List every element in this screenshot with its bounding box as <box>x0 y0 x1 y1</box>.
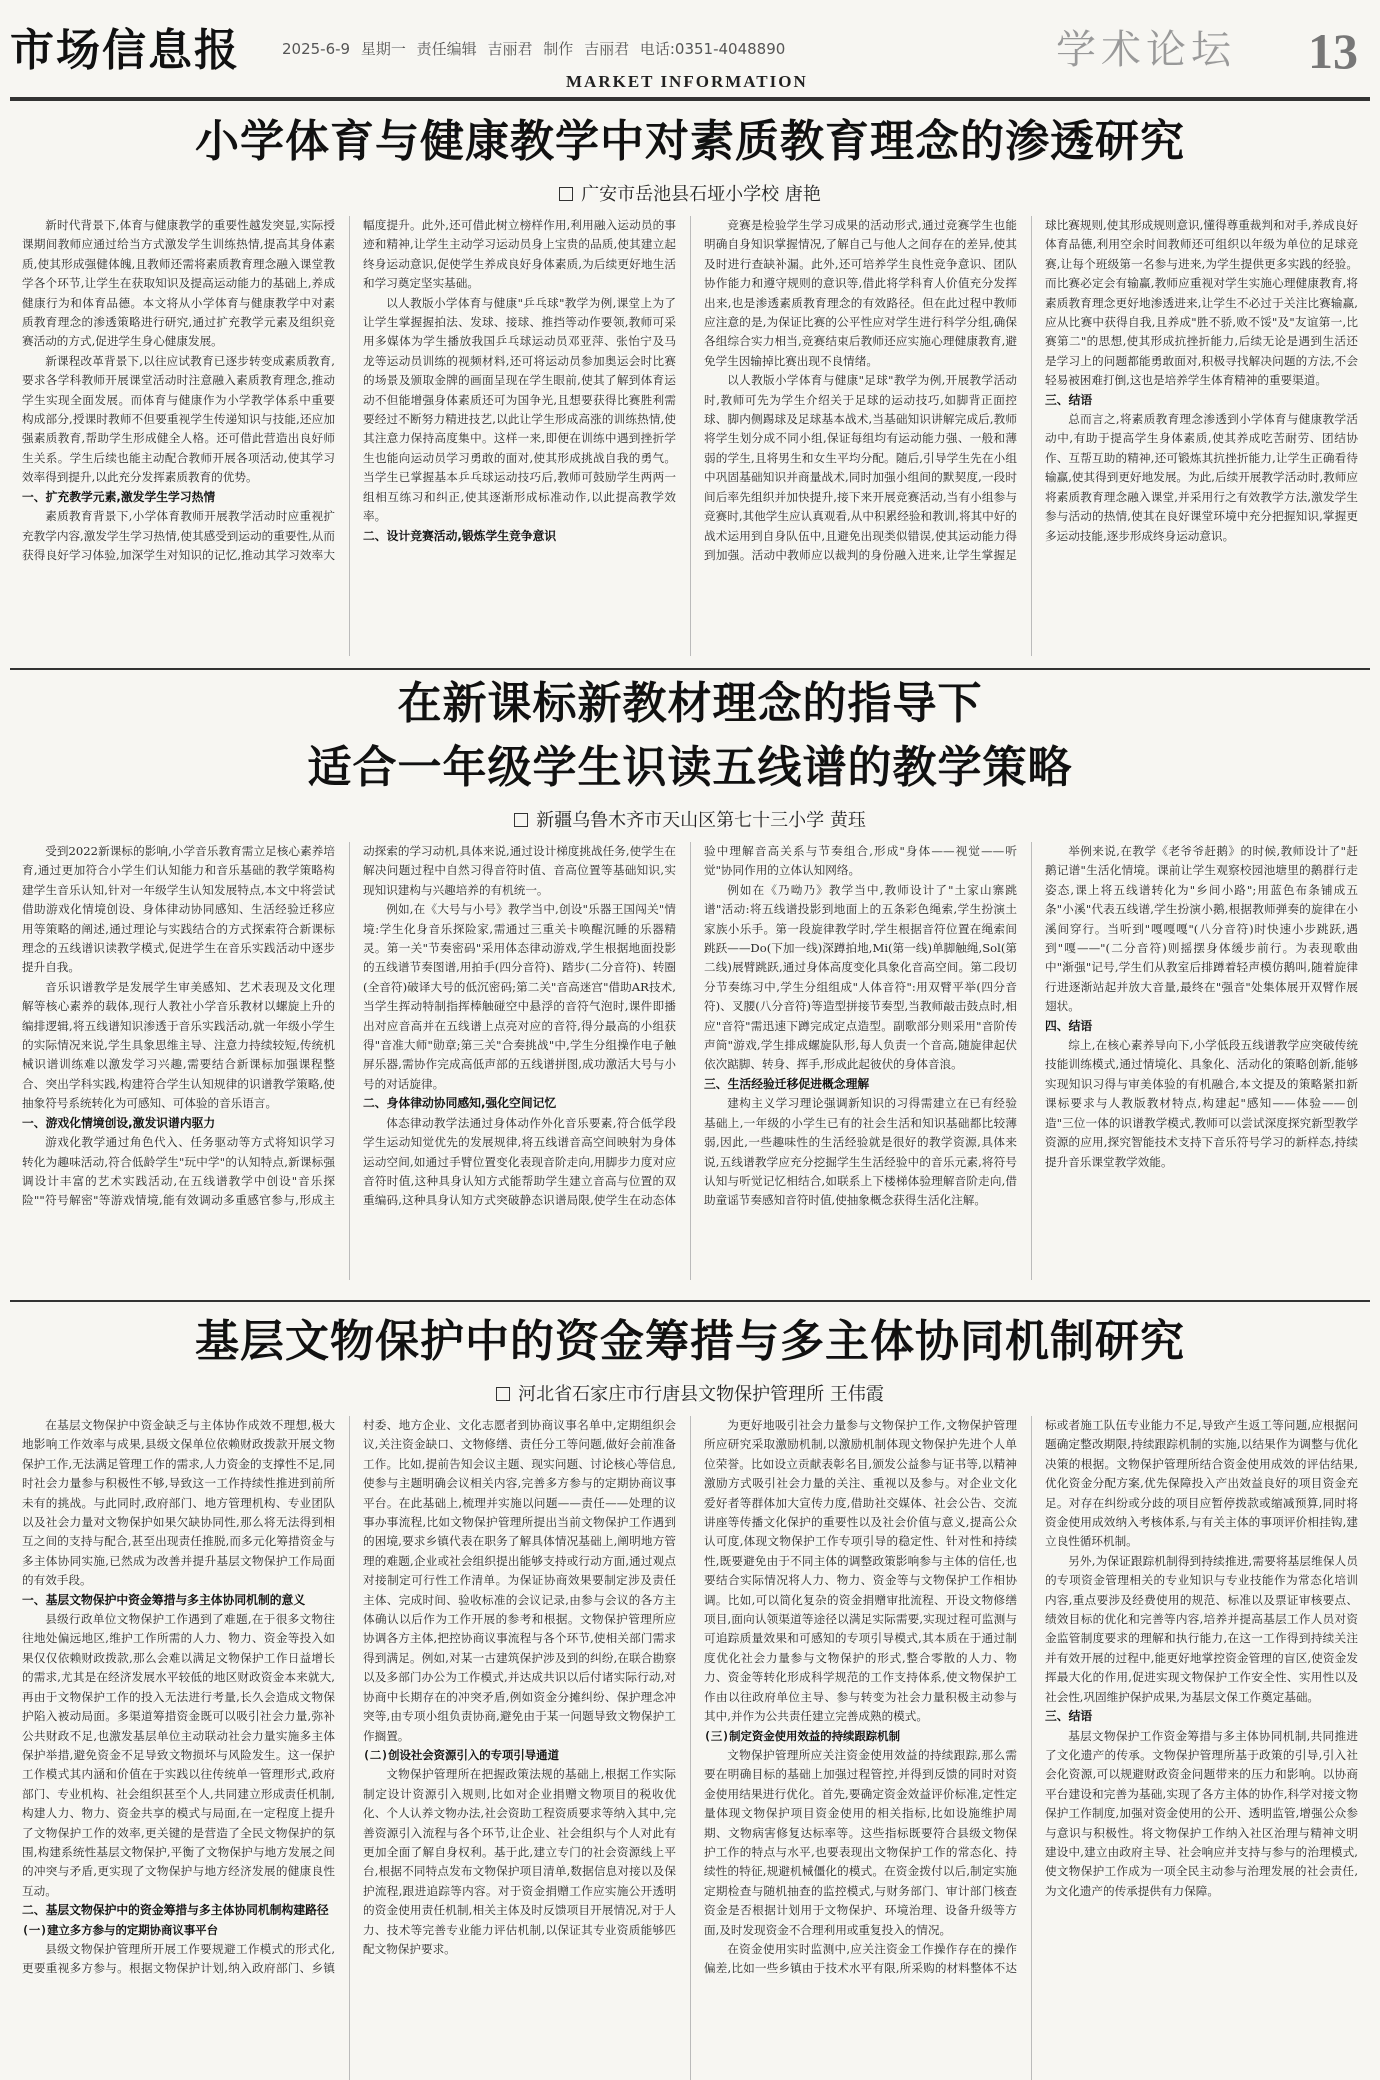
english-masthead: MARKET INFORMATION <box>566 72 808 91</box>
article-title: 小学体育与健康教学中对素质教育理念的渗透研究 <box>195 116 1185 167</box>
paragraph: 总而言之,将素质教育理念渗透到小学体育与健康教学活动中,有助于提高学生身体素质,使其养成吃苦耐劳、团结协作、互帮互助的精神,还可锻炼其抗挫折能力,让学生正确看待输赢,使其得到更好地发展。为此,后续开展教学活动时,教师应将素质教育理念融入课堂,并采用行之有效教学方法,激发学生参与活动的热情,使其在良好课堂环境中充分把握知识,掌握更多运动技能,逐步形成终身运动意识。 <box>1045 412 1358 543</box>
article-title: 基层文物保护中的资金筹措与多主体协同机制研究 <box>195 1316 1185 1367</box>
section-heading: (一)建立多方参与的定期协商议事平台 <box>22 1922 218 1937</box>
paragraph: 文物保护管理所应关注资金使用效益的持续跟踪,那么需要在明确目标的基础上加强过程管控,并得到反馈的同时对资金使用结果进行优化。首先,要确定资金效益评价标准,定性定量体现文物保护项目资金使用的相关指标,比如设施维护周期、文物病害修复达标率等。这些指标既要符合县级文物保护工作的特点与水平,也要表现出文物保护工作的常态化、持续性的特征,规避机械僵化的模式。在资金拨付以后,制定实施定期检查与随机抽查的监控模式,与财务部门、审计部门核查资金是否根据计划用于文物保护、环境治理、设备升级等方面,及时发现资金不合理利用或重复投入的情况。 <box>704 1747 1017 1937</box>
section-heading: 二、设计竞赛活动,锻炼学生竞争意识 <box>363 528 557 543</box>
editor-name: 吉丽君 <box>487 40 533 58</box>
paragraph: 以人教版小学体育与健康"乒乓球"教学为例,课堂上为了让学生掌握握拍法、发球、接球、推挡等动作要领,教师可采用多媒体为学生播放我国乒乓球运动员邓亚萍、张怡宁及马龙等运动员训练的视频材料,还可将运动员参加奥运会时比赛的场景及颁取金牌的画面呈现在学生眼前,使其了解到体育运动不但能增强身体素质还可为国争光,且想要获得比赛胜利需要经过不断努力精进技艺,以此让学生形成高涨的训练热情,使其注意力保持高度集中。这样一来,即便在训练中遇到挫折学生也能向运动员学习勇敢的面对,使其形成挑战自我的勇气。当学生已掌握基本乒乓球运动技巧后,教师可鼓励学生两两一组相互练习和纠正,使其逐渐形成标准动作,以此提高教学效率。 <box>363 295 676 524</box>
paragraph: 在资金使用实时监测中,应关注资金工作操作存在的操作偏差,比如一些乡镇由于技术水平有限,所采购的材料整体不达标或者施工队伍专业能力不足,导致产生返工等问题,应根据问题确定整改期限,持续跟踪机制的实施,以结果作为调整与优化决策的根据。文物保护管理所结合资金使用成效的评估结果,优化资金分配方案,优先保障投入产出效益良好的项目资金充足。对存在纠纷或分歧的项目应暂停拨款或缩减预算,同时将资金使用成效纳入考核体系,与有关主体的事项评价相挂钩,建立良性循环机制。 <box>704 1418 1358 1976</box>
article-subtitle: 适合一年级学生识读五线谱的教学策略 <box>307 742 1073 793</box>
article-3 <box>22 1304 1358 2080</box>
paragraph: 县级文物保护管理所开展工作要规避工作模式的形式化,更要重视多方参与。根据文物保护计划,纳入政府部门、乡镇村委、地方企业、文化志愿者到协商议事名单中,定期组织会议,关注资金缺口、文物修缮、责任分工等问题,做好会前准备工作。比如,提前告知会议主题、现实问题、讨论核心等信息,使参与主题明确会议相关内容,完善多方参与的定期协商议事平台。在此基础上,梳理并实施以问题——责任——处理的议事办事流程,比如文物保护管理所提出当前文物保护工作遇到的困境,要求乡镇代表在职务了解具体情况基础上,阐明地方管理的难题,企业或社会组织提出能够支持或行动方面,通过观点对接制定可行性工作清单。为保证协商效果要制定涉及责任主体、完成时间、验收标准的会议记录,由参与会议的各方主体确认以后作为工作开展的参考和根据。文物保护管理所应协调各方主体,把控协商议事流程与各个环节,使相关部门需求得到满足。例如,对某一古建筑保护涉及到的纠纷,在联合勘察以及多部门办公为工作模式,并达成共识以后付诸实际行动,对协商中长期存在的冲突矛盾,例如资金分摊纠纷、保护理念冲突等,由专项小组负责协商,避免由于某一问题导致文物保护工作搁置。 <box>22 1418 676 1976</box>
article-divider <box>10 1300 1370 1302</box>
section-heading: 三、生活经验迁移促进概念理解 <box>704 1076 870 1091</box>
section-heading: 三、结语 <box>1045 1709 1093 1724</box>
section-heading: (二)创设社会资源引入的专项引导通道 <box>363 1747 559 1762</box>
article-1 <box>22 102 1358 656</box>
paragraph: 建构主义学习理论强调新知识的习得需建立在已有经验基础上,一年级的小学生已有的社会生活和知识基础都比较薄弱,因此,一些趣味性的生活经验就是很好的教学资源,具体来说,五线谱教学应充分挖掘学生生活经验中的音乐元素,将符号认知与听觉记忆相结合,如联系上下楼梯体验理解音阶走向,借助童谣节奏感知音符时值,使抽象概念获得生活化注解。 <box>704 1096 1017 1208</box>
paragraph: 基层文物保护工作资金筹措与多主体协同机制,共同推进了文化遗产的传承。文物保护管理所基于政策的引导,引入社会化资源,可以规避财政资金问题带来的压力和影响。以协商平台建设和完善为基础,实现了各方主体的协作,科学对接文物保护工作制度,加强对资金使用的公开、透明监管,增强公众参与意识与积极性。将文物保护工作纳入社区治理与精神文明建设中,建立由政府主导、社会响应并支持与参与的治理模式,使文物保护工作成为一项全民主动参与治理发展的社会责任,为文化遗产的传承提供有力保障。 <box>1045 1728 1358 1898</box>
paragraph: 例如,在《大号与小号》教学当中,创设"乐器王国闯关"情境:学生化身音乐探险家,需通过三重关卡唤醒沉睡的乐器精灵。第一关"节奏密码"采用体态律动游戏,学生根据地面投影的五线谱节奏图谱,用拍手(四分音符)、踏步(二分音符)、转圈(全音符)破译大号的低沉密码;第二关"音高迷宫"借助AR技术,当学生挥动特制指挥棒触碰空中悬浮的音符气泡时,课件即播出对应音高并在五线谱上点亮对应的音符,得分最高的小组获得"音准大师"勋章;第三关"合奏挑战"中,学生分组操作电子触屏乐器,需协作完成高低声部的五线谱拼图,成功激活大号与小号的对话旋律。 <box>363 902 676 1091</box>
article-body <box>22 1416 1358 2080</box>
byline-text: 河北省石家庄市行唐县文物保护管理所 王伟霞 <box>518 1384 884 1405</box>
byline-box-icon <box>496 1387 510 1401</box>
newspaper-logo: 市场信息报 <box>10 25 240 76</box>
paragraph: 受到2022新课标的影响,小学音乐教育需立足核心素养培育,通过更加符合小学生们认知能力和音乐基础的教学策略构建学生音乐认知,针对一年级学生认知发展特点,本文中将尝试借助游戏化情境创设、身体律动协同感知、生活经验迁移应用等策略的阐述,通过理论与实践结合的方式探索符合新课标理念的五线谱识读教学模式,促进学生在音乐实践活动中逐步提升自我。 <box>22 844 335 975</box>
producer-name: 吉丽君 <box>584 40 630 58</box>
paragraph: 为更好地吸引社会力量参与文物保护工作,文物保护管理所应研究采取激励机制,以激励机制体现文物保护先进个人单位荣誉。比如设立贡献表彰名目,颁发公益参与证书等,以精神激励方式吸引社会力量的关注、重视以及参与。对企业文化爱好者等群体加大宣传力度,借助社交媒体、社会公告、交流讲座等传播文化保护的重要性以及社会价值与意义,提高公众认可度,体现文物保护工作专项引导的稳定性、针对性和持续性,既要避免由于不同主体的调整政策影响参与主体的信任,也要结合实际情况将人力、物力、资金等与文物保护工作相协调。比如,可以简化复杂的资金捐赠审批流程、开设文物修缮项目,面向认领渠道等途径以满足实际需要,实现过程可监测与可追踪质量效果和可感知的专项引导模式,其本质在于通过制度优化社会力量参与文物保护的形式,整合零散的人力、物力、资金等转化形成科学规范的工作支持体系,使文物保护工作由以往政府单位主导、参与转变为社会力量积极主动参与其中,并作为公共责任建立完善成熟的模式。 <box>704 1418 1017 1724</box>
article-byline <box>22 1380 1358 1406</box>
article-divider <box>10 668 1370 670</box>
paragraph: 游戏化教学通过角色代入、任务驱动等方式将知识学习转化为趣味活动,符合低龄学生"玩中学"的认知特点,新课标强调设计丰富的艺术实践活动,在五线谱教学中创设"音乐探险""符号解密"等游戏情境,能有效调动多重感官参与,形成主动探索的学习动机,具体来说,通过设计梯度挑战任务,使学生在解决问题过程中自然习得音符时值、音高位置等基础知识,实现知识建构与兴趣培养的有机统一。 <box>22 844 676 1208</box>
paragraph: 新课程改革背景下,以往应试教育已逐步转变成素质教育,要求各学科教师开展课堂活动时注意融入素质教育理念,推动学生实现全面发展。而体育与健康作为小学教学体系中重要构成部分,授课时教师不但要重视学生传递知识与技能,还应加强素质教育,帮助学生形成健全人格。还可借此营造出良好师生关系。学生后续也能主动配合教师开展各项活动,使其学习效率得到提升,以此充分发挥素质教育的优势。 <box>22 353 335 485</box>
issue-info <box>282 38 785 59</box>
paragraph: 以人教版小学体育与健康"足球"教学为例,开展教学活动时,教师可先为学生介绍关于足球的运动技巧,如脚背正面控球、脚内侧踢球及足球基本战术,当基础知识讲解完成后,教师将学生划分成不同小组,保证每组均有运动能力强、一般和薄弱的学生,且将男生和女生平均分配。随后,引导学生先在小组中巩固基础知识并商量战术,同时加强小组间的默契度,一段时间后率先组织并加快提升,接下来开展竞赛活动,当有小组参与竞赛时,其他学生应认真观看,从中积累经验和教训,将其中好的战术运用到自身队伍中,且避免出现类似错误,使其运动能力得到加强。活动中教师应以裁判的身份融入进来,让学生掌握足球比赛规则,使其形成规则意识,懂得尊重裁判和对手,养成良好体育品德,利用空余时间教师还可组织以年级为单位的足球竞赛,让每个班级第一名参与进来,为学生提供更多实践的经验。而比赛必定会有输赢,教师应重视对学生实施心理健康教育,将素质教育理念更好地渗透进来,让学生不必过于关注比赛输赢,应从比赛中获得自我,且养成"胜不骄,败不馁"及"友谊第一,比赛第二"的思想,使其形成抗挫折能力,后续无论是遇到生活还是学习上的问题都能勇敢面对,积极寻找解决问题的方法,不会轻易被困难打倒,这也是培养学生体育精神的重要渠道。 <box>704 218 1358 562</box>
editor-label: 责任编辑 <box>416 40 477 58</box>
issue-date: 2025-6-9 <box>282 40 351 58</box>
page-number: 13 <box>1308 23 1358 79</box>
article-2 <box>22 672 1358 1280</box>
byline-box-icon <box>559 187 573 201</box>
producer-label: 制作 <box>543 40 574 58</box>
section-heading: 四、结语 <box>1045 1018 1093 1033</box>
article-body <box>22 842 1358 1280</box>
paragraph: 举例来说,在教学《老爷爷赶鹅》的时候,教师设计了"赶鹅记谱"生活化情境。课前让学生观察校园池塘里的鹅群行走姿态,课上将五线谱转化为"乡间小路";用蓝色布条铺成五条"小溪"代表五线谱,学生扮演小鹅,根据教师弹奏的旋律在小溪间穿行。当听到"嘎嘎嘎"(八分音符)时快速小步跳跃,遇到"嘎——"(二分音符)则摇摆身体缓步前行。为表现歌曲中"渐强"记号,学生们从教室后排蹲着轻声模仿鹅叫,随着旋律行进逐渐站起并放大音量,最终在"强音"处集体展开双臂作展翅状。 <box>1045 844 1358 1014</box>
paragraph: 新时代背景下,体育与健康教学的重要性越发突显,实际授课期间教师应通过给当方式激发学生训练热情,提高其身体素质,使其形成强健体魄,且教师还需将素质教育理念融入课堂教学各个环节,让学生在获取知识及提高运动能力的基础上,养成健康行为和体育品德。本文将从小学体育与健康教学中对素质教育理念的渗透策略进行研究,通过扩充教学元素及组织竞赛活动的方式,促进学生身心健康发展。 <box>22 218 335 349</box>
paragraph: 素质教育背景下,小学体育教师开展教学活动时应重视扩充教学内容,激发学生学习热情,使其感受到运动的重要性,从而获得良好学习体验,加深学生对知识的记忆,推动其学习效率大幅度提升。此外,还可借此树立榜样作用,利用融入运动员的事迹和精神,让学生主动学习运动员身上宝贵的品质,使其建立起终身运动意识,促使学生养成良好身体素质,为后续更好地生活和学习奠定坚实基础。 <box>22 218 676 562</box>
article-byline <box>22 180 1358 206</box>
masthead <box>0 0 1380 96</box>
article-byline <box>22 806 1358 832</box>
section-heading: 二、身体律动协同感知,强化空间记忆 <box>363 1096 557 1111</box>
byline-box-icon <box>514 813 528 827</box>
issue-weekday: 星期一 <box>360 40 406 58</box>
section-heading: 一、游戏化情境创设,激发识谱内驱力 <box>22 1115 216 1130</box>
article-title: 在新课标新教材理念的指导下 <box>397 678 983 729</box>
section-heading: 二、基层文物保护中的资金筹措与多主体协同机制构建路径 <box>22 1903 329 1918</box>
paragraph: 例如在《乃呦乃》教学当中,教师设计了"土家山寨跳谱"活动:将五线谱投影到地面上的五条彩色绳索,学生扮演土家族小乐手。第一段旋律教学时,学生根据音符位置在绳索间跳跃——Do(下加一线)深蹲拍地,Mi(第一线)单脚触绳,Sol(第二线)展臂跳跃,通过身体高度变化具象化音高空间。第二段切分节奏练习中,学生分组组成"人体音符":用双臂平举(四分音符)、叉腰(八分音符)等造型拼接节奏型,当教师敲击鼓点时,相应"音符"需迅速下蹲完成定点造型。副歌部分则采用"音阶传声筒"游戏,学生排成螺旋队形,每人负责一个音高,随旋律起伏依次踮脚、转身、挥手,形成此起彼伏的身体音浪。 <box>704 882 1017 1072</box>
article-body <box>22 216 1358 656</box>
section-title: 学术论坛 <box>1056 27 1236 73</box>
section-heading: (三)制定资金使用效益的持续跟踪机制 <box>704 1728 900 1743</box>
masthead-rule <box>10 97 1370 101</box>
paragraph: 体态律动教学法通过身体动作外化音乐要素,符合低学段学生运动知觉优先的发展规律,将五线谱音高空间映射为身体运动空间,如通过手臂位置变化表现音阶走向,用脚步力度对应音符时值,这种具身认知方式能帮助学生建立音高与位置的双重编码,这种具身认知方式突破静态识谱局限,使学生在动态体验中理解音高关系与节奏组合,形成"身体——视觉——听觉"协同作用的立体认知网络。 <box>363 844 1017 1208</box>
paragraph: 在基层文物保护中资金缺乏与主体协作成效不理想,极大地影响工作效率与成果,县级文保单位依赖财政拨款开展文物保护工作,无法满足管理工作的需求,人力资金的支撑性不足,同时社会力量参与积极性不够,导致这一工作持续性推进到前所未有的挑战。与此同时,政府部门、地方管理机构、专业团队以及社会力量对文物保护如果欠缺协同性,那么将无法得到相互之间的支持与配合,甚至出现责任推脱,而多元化筹措资金与多主体协同实施,已然成为改善并提升基层文物保护工作局面的有效手段。 <box>22 1418 335 1588</box>
paragraph: 另外,为保证跟踪机制得到持续推进,需要将基层维保人员的专项资金管理相关的专业知识与专业技能作为常态化培训内容,重点要涉及经费使用的规范、标准以及票证审核要点、绩效目标的优化和完善等内容,培养并提高基层工作人员对资金监管制度要求的理解和执行能力,在这一工作得到持续关注并有效开展的过程中,能更好地掌控资金管理的盲区,使资金发挥最大化的作用,促进实现文物保护工作安全性、实用性以及社会性,巩固维护保护成果,为基层文保工作奠定基础。 <box>1045 1553 1358 1704</box>
byline-text: 新疆乌鲁木齐市天山区第七十三小学 黄珏 <box>536 810 866 831</box>
section-heading: 一、扩充教学元素,激发学生学习热情 <box>22 489 216 504</box>
paragraph: 文物保护管理所在把握政策法规的基础上,根据工作实际制定设计资源引入规则,比如对企业捐赠文物项目的税收优化、个人认养文物办法,社会资助工程资质要求等纳入其中,完善资源引入流程与各个环节,让企业、社会组织与个人对此有更加全面了解自身权利。基于此,建立专门的社会资源线上平台,根据不同特点发布文物保护项目清单,数据信息对接以及保护流程,跟进追踪等内容。对于资金捐赠工作应实施公开透明的资金使用责任机制,相关主体及时反馈项目开展情况,对于人力、技术等完善专业能力评估机制,以保证其专业资质能够匹配文物保护要求。 <box>363 1767 676 1956</box>
paragraph: 综上,在核心素养导向下,小学低段五线谱教学应突破传统技能训练模式,通过情境化、具象化、活动化的策略创新,能够实现知识习得与审美体验的有机融合,本文提及的策略紧扣新课标要求与人教版教材特点,构建起"感知——体验——创造"三位一体的识谱教学模式,教师可以尝试深度探究新型教学资源的应用,探究智能技术支持下音乐符号学习的新样态,持续提升音乐课堂教学效能。 <box>1045 1038 1358 1169</box>
paragraph: 竞赛是检验学生学习成果的活动形式,通过竞赛学生也能明确自身知识掌握情况,了解自己与他人之间存在的差异,使其及时进行查缺补漏。此外,还可培养学生良性竞争意识、团队协作能力和遵守规则的意识等,借此将学科育人价值充分发挥出来,也是渗透素质教育理念的有效路径。但在此过程中教师应注意的是,为保证比赛的公平性应对学生进行科学分组,确保各组综合实力相当,竞赛结束后教师还应实施心理健康教育,避免学生因输掉比赛出现不良情绪。 <box>704 218 1017 368</box>
byline-text: 广安市岳池县石垭小学校 唐艳 <box>581 184 821 205</box>
phone-number: 电话:0351-4048890 <box>639 40 786 58</box>
section-heading: 一、基层文物保护中资金筹措与多主体协同机制的意义 <box>22 1592 306 1607</box>
section-heading: 三、结语 <box>1045 392 1093 407</box>
paragraph: 县级行政单位文物保护工作遇到了难题,在于很多文物往往地处偏远地区,维护工作所需的人力、物力、资金等投入如果仅仅依赖财政拨款,那么会难以满足文物保护工作日益增长的需求,尤其是在经济发展水平较低的地区财政资金本来就大,再由于文物保护工作的投入无法进行考量,长久会造成文物保护陷入被动局面。多渠道筹措资金既可以吸引社会力量,弥补公共财政不足,也激发基层单位主动联动社会力量实施多主体保护举措,避免资金不足导致文物损坏与风险发生。这一保护工作模式其内涵和价值在于实践以往传统单一管理形式,政府部门、专业机构、社会组织甚至个人,共同建立形成责任机制,构建人力、物力、资金共享的模式与局面,在一定程度上提升了文物保护工作的效率,更关键的是营造了全民文物保护的氛围,构建系统性基层文物保护,平衡了文物保护与地方发展之间的冲突与矛盾,更实现了文物保护与地方经济发展的健康良性互动。 <box>22 1612 335 1898</box>
paragraph: 音乐识谱教学是发展学生审美感知、艺术表现及文化理解等核心素养的载体,现行人教社小学音乐教材以螺旋上升的编排逻辑,将五线谱知识渗透于音乐实践活动,就一年级小学生的实际情况来说,学生具象思维主导、注意力持续较短,传统机械识谱训练难以激发学习兴趣,需要结合新课标加强课程整合、突出学科实践,构建符合学生认知规律的识谱教学策略,使抽象符号系统转化为可感知、可体验的音乐语言。 <box>22 979 335 1111</box>
